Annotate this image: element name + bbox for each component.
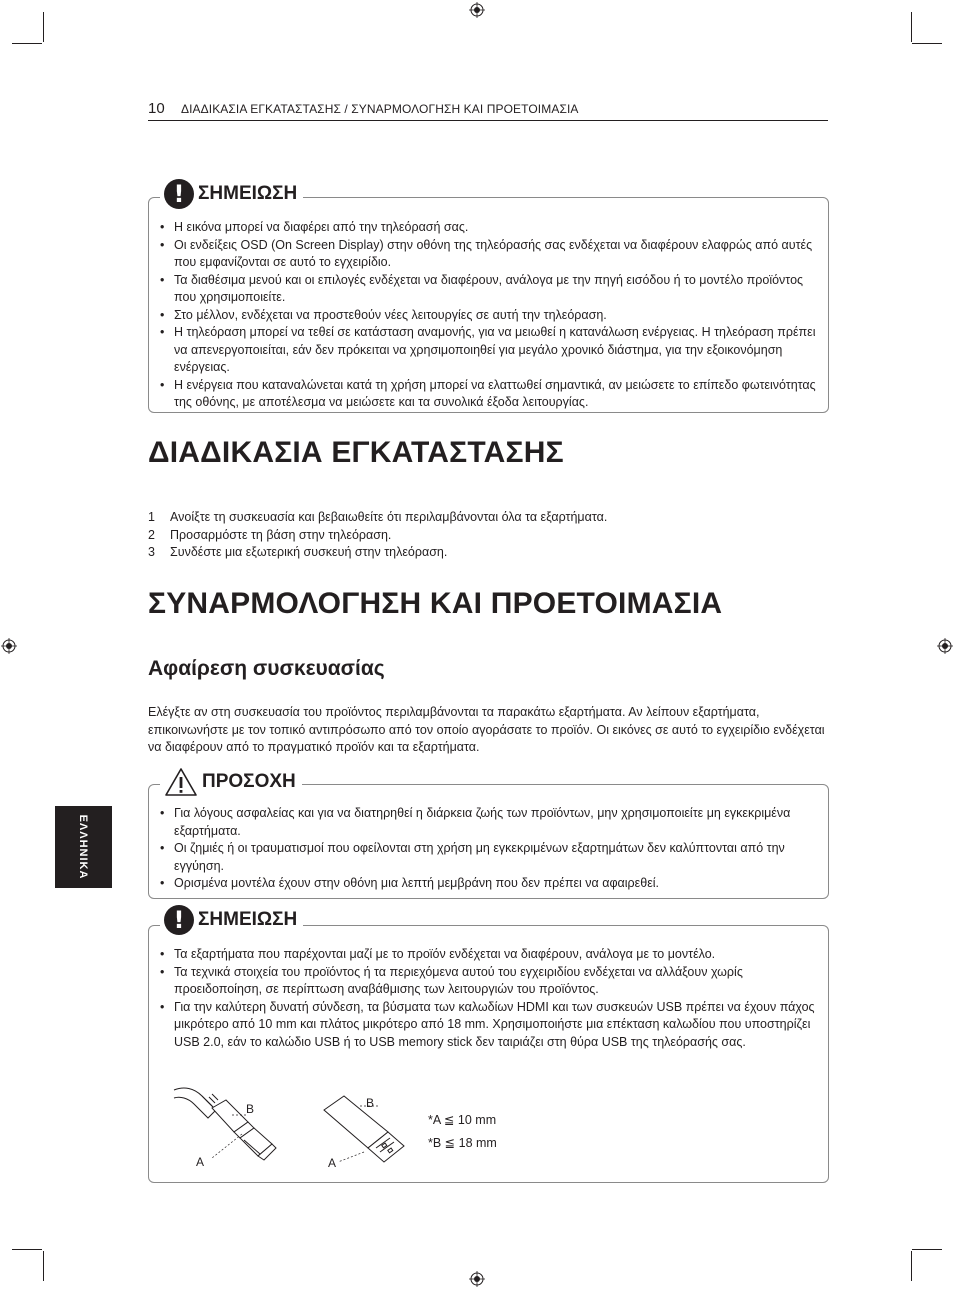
list-item: • Οι ζημιές ή οι τραυματισμοί που οφείλονται στη χρήση μη εγκεκριμένων εξαρτημάτων δεν καλύπτονται από την εγγύηση. bbox=[160, 840, 820, 875]
warning-triangle-icon bbox=[164, 767, 198, 797]
breadcrumb: ΔΙΑΔΙΚΑΣΙΑ ΕΓΚΑΤΑΣΤΑΣΗΣ / ΣΥΝΑΡΜΟΛΟΓΗΣΗ ΚΑΙ ΠΡΟΕΤΟΙΜΑΣΙΑ bbox=[181, 102, 579, 116]
crop-mark bbox=[911, 1251, 912, 1281]
step-text: Συνδέστε μια εξωτερική συσκευή στην τηλεόραση. bbox=[170, 545, 448, 559]
page-header bbox=[148, 98, 828, 121]
step-item bbox=[148, 527, 828, 545]
registration-mark-icon bbox=[469, 1271, 485, 1287]
figure-label-a: A bbox=[196, 1155, 205, 1168]
installation-steps bbox=[148, 509, 828, 562]
list-item: • Τα διαθέσιμα μενού και οι επιλογές ενδέχεται να διαφέρουν, ανάλογα με την πηγή εισόδου ή το μοντέλο προϊόντος που χρησιμοποιείτε. bbox=[160, 272, 820, 307]
figure-label-b: B bbox=[246, 1102, 255, 1116]
caution-title: ΠΡΟΣΟΧΗ bbox=[160, 764, 302, 800]
list-item: • Τα εξαρτήματα που παρέχονται μαζί με το προϊόν ενδέχεται να διαφέρουν, ανάλογα με το μοντέλο. bbox=[160, 946, 820, 964]
subsection-title-unpacking: Αφαίρεση συσκευασίας bbox=[148, 657, 385, 680]
page-number: 10 bbox=[148, 100, 165, 117]
list-item: • Στο μέλλον, ενδέχεται να προστεθούν νέες λειτουργίες σε αυτή την τηλεόραση. bbox=[160, 307, 820, 325]
crop-mark bbox=[12, 1249, 42, 1250]
note-title-2: ! ΣΗΜΕΙΩΣΗ bbox=[160, 902, 303, 938]
exclamation-icon: ! bbox=[164, 179, 194, 209]
section-title-assembly: ΣΥΝΑΡΜΟΛΟΓΗΣΗ ΚΑΙ ΠΡΟΕΤΟΙΜΑΣΙΑ bbox=[148, 587, 723, 620]
caution-list bbox=[160, 805, 820, 893]
list-item: • Για την καλύτερη δυνατή σύνδεση, τα βύσματα των καλωδίων HDMI και των συσκευών USB πρέπει να έχουν πάχος μικρότερο από 10 mm και πλάτος μικρότερο από 18 mm. Χρησιμοποιήστε μια επέκταση καλωδίου που υποστηρίζει USB 2.0, εάν το καλώδιο USB ή το USB memory stick δεν ταιριάζει στη θύρα USB της τηλεόρασής σας. bbox=[160, 999, 820, 1052]
list-item: • Ορισμένα μοντέλα έχουν στην οθόνη μια λεπτή μεμβράνη που δεν πρέπει να αφαιρεθεί. bbox=[160, 875, 820, 893]
note-list-2 bbox=[160, 946, 820, 1051]
step-text: Προσαρμόστε τη βάση στην τηλεόραση. bbox=[170, 527, 392, 542]
note-title: ! ΣΗΜΕΙΩΣΗ bbox=[160, 176, 303, 212]
figure-label-a: A bbox=[328, 1156, 337, 1170]
step-number: 3 bbox=[148, 545, 155, 559]
crop-mark bbox=[911, 12, 912, 42]
list-item: • Οι ενδείξεις OSD (On Screen Display) στην οθόνη της τηλεόρασής σας ενδέχεται να διαφέρουν ελαφρώς από αυτές που εμφανίζονται σε αυτό το εγχειρίδιο. bbox=[160, 237, 820, 272]
list-item: • Η εικόνα μπορεί να διαφέρει από την τηλεόρασή σας. bbox=[160, 219, 820, 237]
list-item: • Η τηλεόραση μπορεί να τεθεί σε κατάσταση αναμονής, για να μειωθεί η κατανάλωση ενέργειας. Η τηλεόραση πρέπει να απενεργοποιείται, εάν δεν πρόκειται να χρησιμοποιηθεί για μεγάλο χρονικό διάστημα, για την εξοικονόμηση ενέργειας. bbox=[160, 324, 820, 377]
figure-label-b: B bbox=[366, 1096, 375, 1110]
usb-stick-illustration bbox=[320, 1092, 416, 1170]
step-number: 2 bbox=[148, 527, 155, 542]
step-number: 1 bbox=[148, 510, 155, 524]
registration-mark-icon bbox=[937, 638, 953, 654]
language-tab: ΕΛΛΗΝΙΚΑ bbox=[55, 806, 112, 888]
dimension-a: *A ≦ 10 mm bbox=[428, 1113, 497, 1127]
list-item: • Για λόγους ασφαλείας και για να διατηρηθεί η διάρκεια ζωής των προϊόντων, μην χρησιμοποιείτε μη εγκεκριμένα εξαρτήματα. bbox=[160, 805, 820, 840]
step-item bbox=[148, 509, 828, 527]
step-text: Ανοίξτε τη συσκευασία και βεβαιωθείτε ότι περιλαμβάνονται όλα τα εξαρτήματα. bbox=[170, 510, 608, 524]
section-title-installation: ΔΙΑΔΙΚΑΣΙΑ ΕΓΚΑΤΑΣΤΑΣΗΣ bbox=[148, 436, 564, 469]
note-list bbox=[160, 219, 820, 412]
dimension-b: *B ≦ 18 mm bbox=[428, 1136, 497, 1150]
exclamation-icon: ! bbox=[164, 905, 194, 935]
hdmi-plug-illustration bbox=[172, 1082, 290, 1168]
registration-mark-icon bbox=[469, 2, 485, 18]
list-item: • Τα τεχνικά στοιχεία του προϊόντος ή τα περιεχόμενα αυτού του εγχειριδίου ενδέχεται να αλλάξουν χωρίς προειδοποίηση, σε περίπτωση αναβάθμισης των λειτουργιών του προϊόντος. bbox=[160, 964, 820, 999]
step-item bbox=[148, 544, 828, 562]
crop-mark bbox=[912, 43, 942, 44]
dimension-specs bbox=[428, 1109, 497, 1155]
crop-mark bbox=[12, 43, 42, 44]
crop-mark bbox=[43, 1251, 44, 1281]
crop-mark bbox=[912, 1249, 942, 1250]
unpacking-intro: Ελέγξτε αν στη συσκευασία του προϊόντος περιλαμβάνονται τα παρακάτω εξαρτήματα. Αν λείπουν εξαρτήματα, επικοινωνήστε με τον τοπικό αντιπρόσωπο από τον οποίο αγοράσατε το προϊόν. Οι εικόνες σε αυτό το εγχειρίδιο ενδέχεται να διαφέρουν από το πραγματικό προϊόν και τα εξαρτήματα. bbox=[148, 705, 825, 754]
registration-mark-icon bbox=[1, 638, 17, 654]
list-item: • Η ενέργεια που καταναλώνεται κατά τη χρήση μπορεί να ελαττωθεί σημαντικά, αν μειώσετε το επίπεδο φωτεινότητας της οθόνης, με αποτέλεσμα να μειώσετε και τα συνολικά έξοδα λειτουργίας. bbox=[160, 377, 820, 412]
crop-mark bbox=[43, 12, 44, 42]
